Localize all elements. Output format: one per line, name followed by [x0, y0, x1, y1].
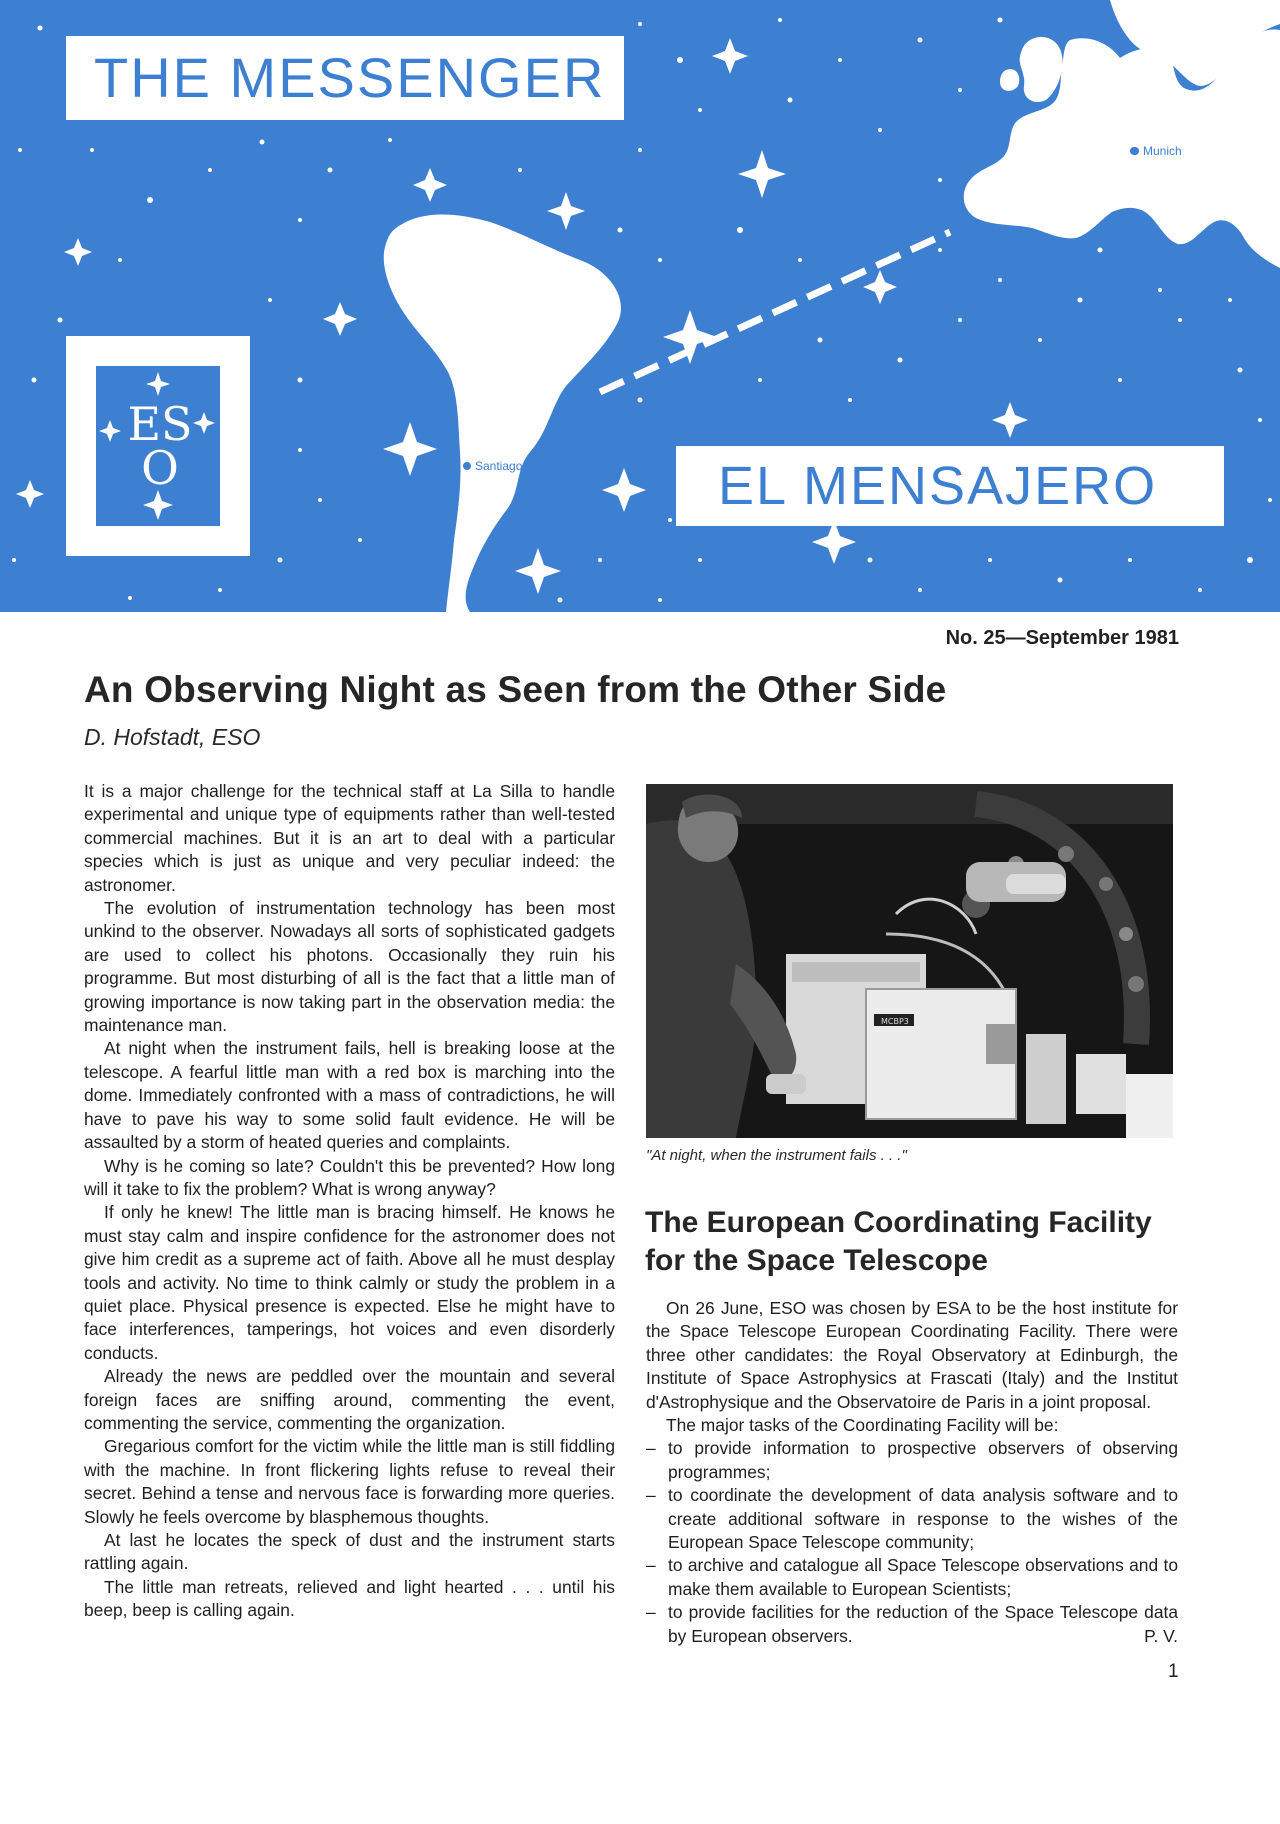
- eso-logo: [66, 336, 250, 556]
- map-label-la-silla: La Silla: [461, 422, 512, 436]
- location-dot-icon: [461, 425, 469, 433]
- article-paragraph: It is a major challenge for the technical staff at La Silla to handle experimental and unique type of equipments rather than well-tested commercial machines. But it is an art to deal with a particular species which is just as unique and very peculiar indeed: the astronomer.: [84, 781, 615, 895]
- list-item: – to coordinate the development of data analysis software and to create additional software in response to the wishes of the European Space Telescope community;: [646, 1485, 1178, 1553]
- author-initials: P. V.: [1144, 1625, 1178, 1646]
- article2-body: [646, 1297, 1178, 1648]
- tasks-list: [646, 1437, 1178, 1648]
- article-paragraph: At night when the instrument fails, hell is breaking loose at the telescope. A fearful little man with a red box is marching into the dome. Immediately confronted with a mass of contradictions, he will have to pave his way to some solid fault evidence. He will be assaulted by a storm of heated queries and complaints.: [84, 1038, 615, 1153]
- flight-route-line: [600, 232, 950, 392]
- south-america-shape: [384, 214, 621, 612]
- list-item: – to provide information to prospective observers of observing programmes;: [646, 1438, 1178, 1482]
- dash-bullet-icon: –: [646, 1555, 656, 1576]
- masthead-title-spanish: EL MENSAJERO: [676, 446, 1224, 526]
- list-item: – to provide facilities for the reduction of the Space Telescope data by European observers. P. V.: [646, 1601, 1178, 1648]
- map-label-munich: Munich: [1131, 144, 1182, 158]
- masthead: [0, 0, 1280, 612]
- europe-shape: [964, 30, 1280, 269]
- eso-logo-emblem: [96, 366, 220, 526]
- article2-title: The European Coordinating Facility for the Space Telescope: [645, 1206, 1152, 1277]
- eso-logo-artwork: [96, 366, 220, 526]
- british-isles-shape: [1020, 37, 1063, 102]
- article-body: [84, 780, 615, 1623]
- article-paragraph: The little man retreats, relieved and light hearted . . . until his beep, beep is calling again.: [84, 1576, 615, 1621]
- article2-tasks-intro: The major tasks of the Coordinating Facility will be:: [666, 1415, 1059, 1436]
- map-label-la-serena: La Serena: [461, 436, 528, 450]
- svg-text:MCBP3: MCBP3: [881, 1017, 909, 1026]
- location-dot-icon: [1131, 147, 1139, 155]
- photo-caption: "At night, when the instrument fails . . .": [646, 1147, 907, 1164]
- article-photo: [646, 784, 1173, 1138]
- article-title: An Observing Night as Seen from the Other Side: [84, 669, 947, 710]
- article-paragraph: If only he knew! The little man is bracing himself. He knows he must stay calm and inspire confidence for the astronomer does not give him credit as a supreme act of faith. Above all he must desplay tools and activity. No time to think calmly or study the problem in a quiet place. Physical presence is expected. Else he might have to face interferences, tamperings, hot voices and even disorderly conducts.: [84, 1202, 615, 1363]
- article-paragraph: Why is he coming so late? Couldn't this be prevented? How long will it take to fix the problem? What is wrong anyway?: [84, 1155, 615, 1199]
- dash-bullet-icon: –: [646, 1438, 656, 1459]
- masthead-title-english: THE MESSENGER: [66, 36, 624, 120]
- dash-bullet-icon: –: [646, 1602, 656, 1623]
- dash-bullet-icon: –: [646, 1485, 656, 1506]
- location-dot-icon: [461, 439, 469, 447]
- logo-text-top: ES: [127, 397, 193, 451]
- article-author: D. Hofstadt, ESO: [84, 724, 261, 750]
- page-number: 1: [1168, 1661, 1179, 1682]
- issue-line: No. 25—September 1981: [945, 627, 1179, 649]
- logo-text-bottom: O: [141, 441, 179, 495]
- photo-artwork: [646, 784, 1173, 1138]
- article-paragraph: Already the news are peddled over the mountain and several foreign faces are sniffing around, commenting the event, commenting the service, commenting the organization.: [84, 1366, 615, 1433]
- article-paragraph: The evolution of instrumentation technology has been most unkind to the observer. Nowadays all sorts of sophisticated gadgets are used to collect his photons. Occasionally they ruin his programme. But most disturbing of all is the fact that a little man of growing importance is now taking part in the observation media: the maintenance man.: [84, 898, 615, 1036]
- article2-intro: On 26 June, ESO was chosen by ESA to be the host institute for the Space Telescope European Coordinating Facility. There were three other candidates: the Royal Observatory at Edinburgh, the Institute of Space Astrophysics at Frascati (Italy) and the Institut d'Astrophysique and the Observatoire de Paris in a joint proposal.: [646, 1298, 1178, 1412]
- map-label-santiago: Santiago: [463, 459, 522, 473]
- list-item: – to archive and catalogue all Space Telescope observations and to make them available to European Scientists;: [646, 1555, 1178, 1599]
- article-paragraph: Gregarious comfort for the victim while the little man is still fiddling with the machine. In front flickering lights refuse to reveal their secret. Behind a tense and nervous face is forwarding more queries. Slowly he feels overcome by blasphemous thoughts.: [84, 1436, 615, 1527]
- article-paragraph: At last he locates the speck of dust and the instrument starts rattling again.: [84, 1530, 615, 1574]
- location-dot-icon: [463, 462, 471, 470]
